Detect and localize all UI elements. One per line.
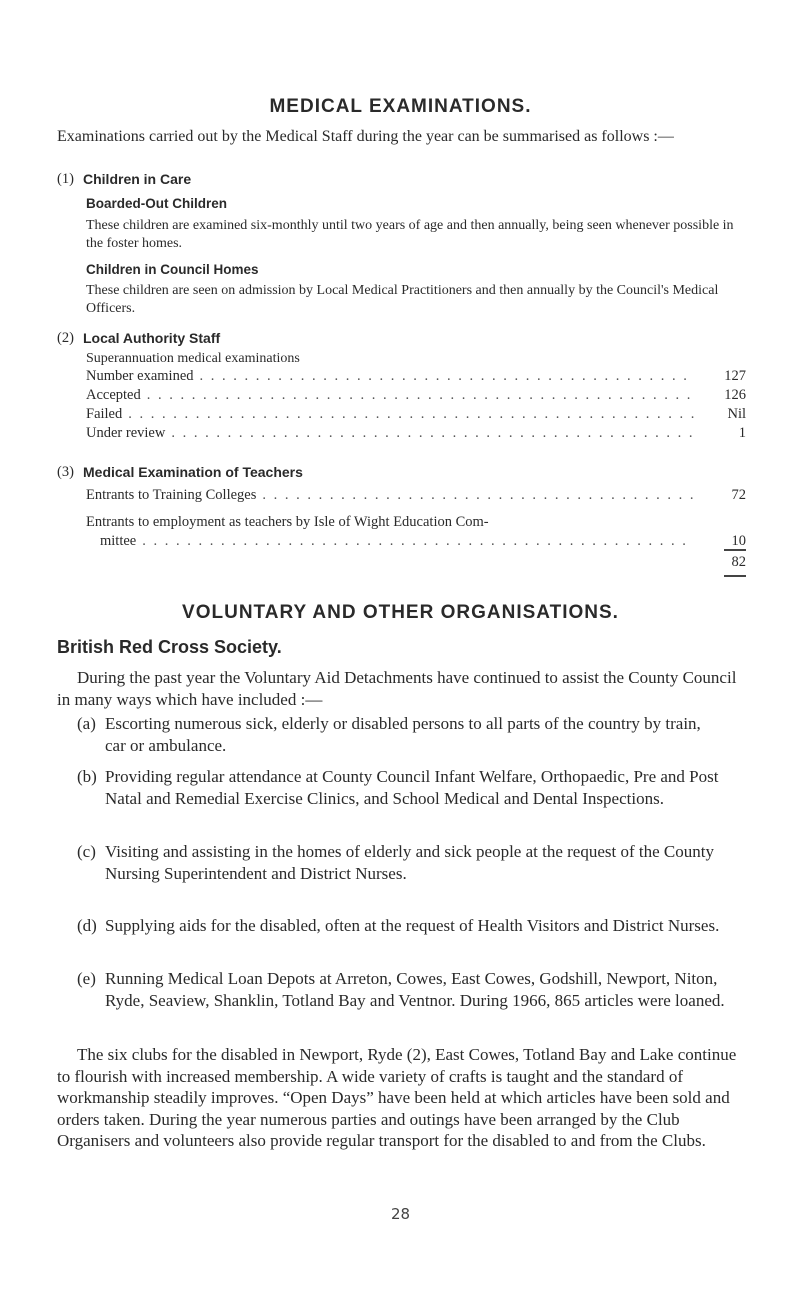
row-label: Failed [86,406,123,422]
section2-number: (2) [57,330,74,346]
section2-title: Local Authority Staff [83,330,221,346]
row-value: 126 [724,387,746,403]
leader-dots [147,386,694,405]
item-text: Running Medical Loan Depots at Arreton, Cowes, East Cowes, Godshill, Newport, Niton, Ryde, Seaview, Shanklin, Totland Bay and Ventnor. During 1966, 865 articles were loaned. [105,969,725,1010]
total-rule-bottom [724,575,746,577]
section3-number: (3) [57,464,74,480]
table-row [86,386,746,405]
superannuation-subtitle: Superannuation medical examinations [86,351,300,366]
list-item [77,766,725,809]
leader-dots [262,486,694,505]
boarded-out-text: These children are examined six-monthly until two years of age and then annually, being seen whenever possible in the foster homes. [86,218,734,251]
table-row-wrapped [86,513,746,551]
staff-table [86,367,746,443]
list-item [77,968,725,1011]
total-rule-top [724,549,746,551]
teachers-total: 82 [731,554,746,570]
council-homes-text: These children are seen on admission by Local Medical Practitioners and then annually by the Council's Medical Officers. [86,283,719,316]
leader-dots [142,532,694,551]
list-item [77,915,725,937]
row-label-line1: Entrants to employment as teachers by Isle of Wight Education Com- [86,514,489,530]
row-value: Nil [727,406,746,422]
item-label: (a) [77,714,96,733]
closing-paragraph: The six clubs for the disabled in Newport, Ryde (2), East Cowes, Totland Bay and Lake continue to flourish with increased membership. A wide variety of crafts is taught and the standard of workmanship steadily improves. “Open Days” have been held at which articles have been sold and orders taken. During the year numerous parties and outings have been arranged by the Club Organisers and volunteers also provide regular transport for the disabled to and from the Clubs. [57,1045,737,1150]
table-row [86,405,746,424]
row-value: 10 [731,533,746,549]
item-label: (e) [77,969,96,988]
row-value: 72 [731,487,746,503]
intro-paragraph: Examinations carried out by the Medical Staff during the year can be summarised as follows :— [57,128,674,145]
section1-title: Children in Care [83,171,192,187]
leader-dots [128,405,694,424]
teachers-table [86,486,746,551]
leader-dots [200,367,694,386]
leader-dots [171,424,694,443]
table-row [86,367,746,386]
row-label: Number examined [86,368,194,384]
section1-number: (1) [57,171,74,187]
item-text: Visiting and assisting in the homes of elderly and sick people at the request of the County Nursing Superintendent and District Nurses. [105,842,714,883]
table-row [86,486,746,505]
row-label: Entrants to Training Colleges [86,487,257,503]
item-label: (d) [77,916,97,935]
heading-voluntary-organisations: VOLUNTARY AND OTHER ORGANISATIONS. [182,602,619,623]
item-label: (b) [77,767,97,786]
item-label: (c) [77,842,96,861]
row-value: 127 [724,368,746,384]
list-item [77,841,725,884]
heading-medical-examinations: MEDICAL EXAMINATIONS. [269,96,532,117]
row-value: 1 [738,425,746,441]
boarded-out-title: Boarded-Out Children [86,196,227,211]
row-label: Under review [86,425,166,441]
page-number: 28 [390,1205,411,1223]
item-text: Escorting numerous sick, elderly or disabled persons to all parts of the country by train, car or ambulance. [105,714,701,755]
council-homes-title: Children in Council Homes [86,262,259,277]
item-text: Providing regular attendance at County Council Infant Welfare, Orthopaedic, Pre and Post Natal and Remedial Exercise Clinics, and School Medical and Dental Inspections. [105,767,719,808]
row-label-line2: mittee [100,533,137,549]
red-cross-intro: During the past year the Voluntary Aid Detachments have continued to assist the County Council in many ways which have included :— [57,668,737,709]
row-label: Accepted [86,387,141,403]
section3-title: Medical Examination of Teachers [83,464,303,480]
red-cross-title: British Red Cross Society. [57,637,282,657]
item-text: Supplying aids for the disabled, often at the request of Health Visitors and District Nurses. [105,916,720,935]
table-row [86,424,746,443]
list-item [77,713,725,756]
